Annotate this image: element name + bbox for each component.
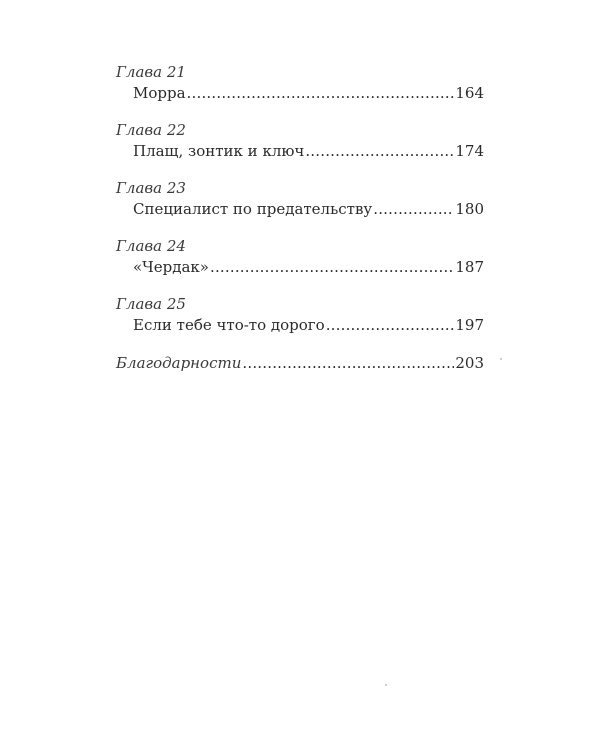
chapter-label: Глава 23 <box>116 179 186 197</box>
chapter-title: «Чердак» <box>133 258 209 276</box>
toc-chapter-22 <box>116 120 484 162</box>
table-of-contents <box>116 62 484 390</box>
chapter-title: Если тебе что-то дорого <box>133 316 325 334</box>
toc-entry[interactable] <box>116 140 484 162</box>
chapter-title: Специалист по предательству <box>133 200 373 218</box>
chapter-label: Глава 21 <box>116 63 186 81</box>
page-number: 187 <box>455 258 484 276</box>
toc-chapter-25 <box>116 294 484 336</box>
page-number: 197 <box>455 316 484 334</box>
dot-leader <box>305 140 454 162</box>
page-number: 164 <box>455 84 484 102</box>
toc-entry[interactable] <box>116 352 484 374</box>
toc-acknowledgements <box>116 352 484 374</box>
dot-leader <box>373 198 454 220</box>
acknowledgements-title: Благодарности <box>116 354 242 372</box>
chapter-title: Морра <box>133 84 186 102</box>
toc-chapter-21 <box>116 62 484 104</box>
toc-chapter-24 <box>116 236 484 278</box>
page-number: 203 <box>455 354 484 372</box>
page-number: 180 <box>455 200 484 218</box>
chapter-title: Плащ, зонтик и ключ <box>133 142 305 160</box>
toc-entry[interactable] <box>116 198 484 220</box>
dot-leader <box>326 314 455 336</box>
chapter-label: Глава 25 <box>116 295 186 313</box>
dot-leader <box>187 82 455 104</box>
toc-chapter-23 <box>116 178 484 220</box>
paper-speck <box>500 358 502 360</box>
paper-speck <box>385 684 387 686</box>
dot-leader <box>242 352 454 374</box>
dot-leader <box>210 256 454 278</box>
chapter-label: Глава 24 <box>116 237 186 255</box>
chapter-label: Глава 22 <box>116 121 186 139</box>
page-number: 174 <box>455 142 484 160</box>
toc-entry[interactable] <box>116 82 484 104</box>
toc-entry[interactable] <box>116 256 484 278</box>
toc-entry[interactable] <box>116 314 484 336</box>
